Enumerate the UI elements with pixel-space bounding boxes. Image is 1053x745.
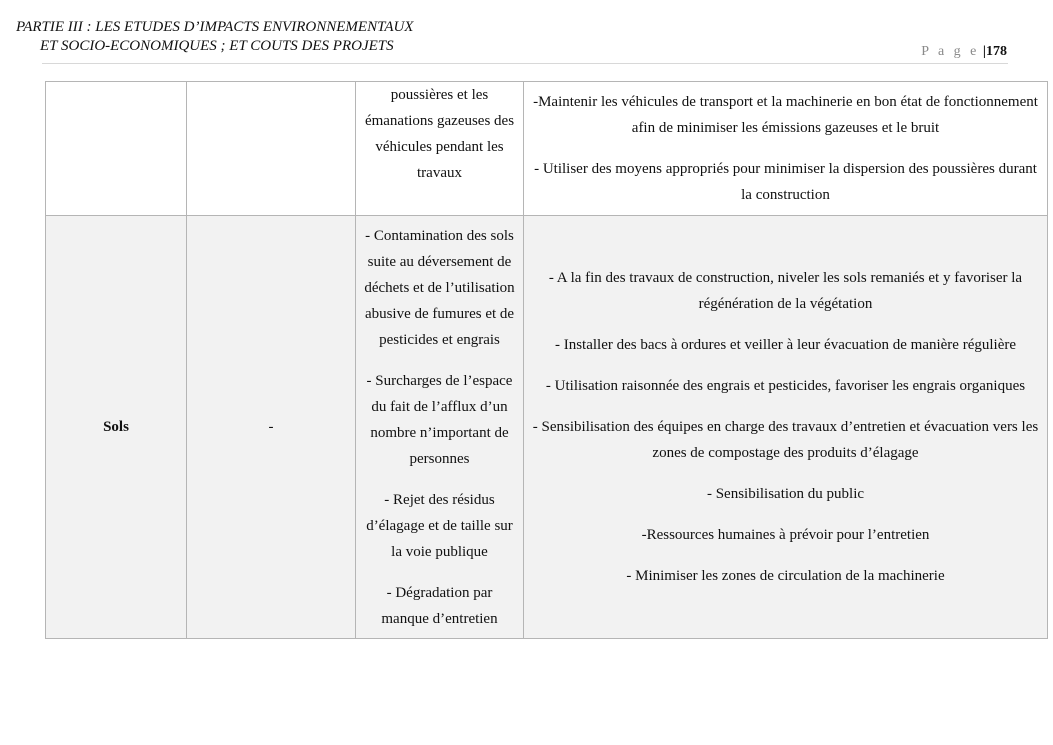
table-row [46, 216, 1048, 639]
impact-item: - Surcharges de l’espace du fait de l’afflux d’un nombre n’important de personnes [366, 372, 513, 467]
impact-item: poussières et les émanations gazeuses des véhicules pendant les travaux [364, 87, 515, 181]
component-cell [46, 82, 187, 216]
header-title-line2: ET SOCIO-ECONOMIQUES ; ET COUTS DES PROJETS [40, 38, 394, 54]
measure-item: -Ressources humaines à prévoir pour l’entretien [641, 527, 930, 543]
impacts-table [45, 81, 1048, 639]
measure-item: - Minimiser les zones de circulation de la machinerie [626, 568, 945, 584]
impacts-cell [356, 216, 524, 639]
page-number: 178 [986, 44, 1007, 59]
measure-item: -Maintenir les véhicules de transport et la machinerie en bon état de fonctionnement afin de minimiser les émissions gazeuses et le bruit [533, 94, 1038, 136]
measure-item: - Utiliser des moyens appropriés pour minimiser la dispersion des poussières durant la construction [534, 161, 1037, 203]
measures-cell [524, 216, 1048, 639]
measure-item: - Installer des bacs à ordures et veiller à leur évacuation de manière régulière [554, 337, 1017, 353]
phase-cell: - [187, 216, 356, 639]
page-header-title [16, 18, 413, 56]
impact-item: - Contamination des sols suite au déversement de déchets et de l’utilisation abusive de fumures et de pesticides et engrais [364, 227, 515, 348]
table-row [46, 82, 1048, 216]
component-cell: Sols [46, 216, 187, 639]
page-number-block [921, 44, 1007, 60]
impact-item: - Rejet des résidus d’élagage et de taille sur la voie publique [366, 491, 513, 560]
measure-item: - Sensibilisation des équipes en charge des travaux d’entretien et évacuation vers les zones de compostage des produits d’élagage [532, 419, 1039, 461]
page-separator: | [982, 44, 986, 59]
measures-cell [524, 82, 1048, 216]
impacts-cell [356, 82, 524, 216]
header-title-line1: PARTIE III : LES ETUDES D’IMPACTS ENVIRONNEMENTAUX [16, 19, 414, 35]
measure-item: - Utilisation raisonnée des engrais et pesticides, favoriser les engrais organiques [545, 378, 1026, 394]
page-label: P a g e [921, 44, 980, 59]
impact-item: - Dégradation par manque d’entretien [381, 584, 498, 627]
measure-item: - Sensibilisation du public [706, 486, 865, 502]
header-divider [42, 63, 1008, 64]
phase-cell [187, 82, 356, 216]
measure-item: - A la fin des travaux de construction, niveler les sols remaniés et y favoriser la régénération de la végétation [548, 270, 1023, 312]
